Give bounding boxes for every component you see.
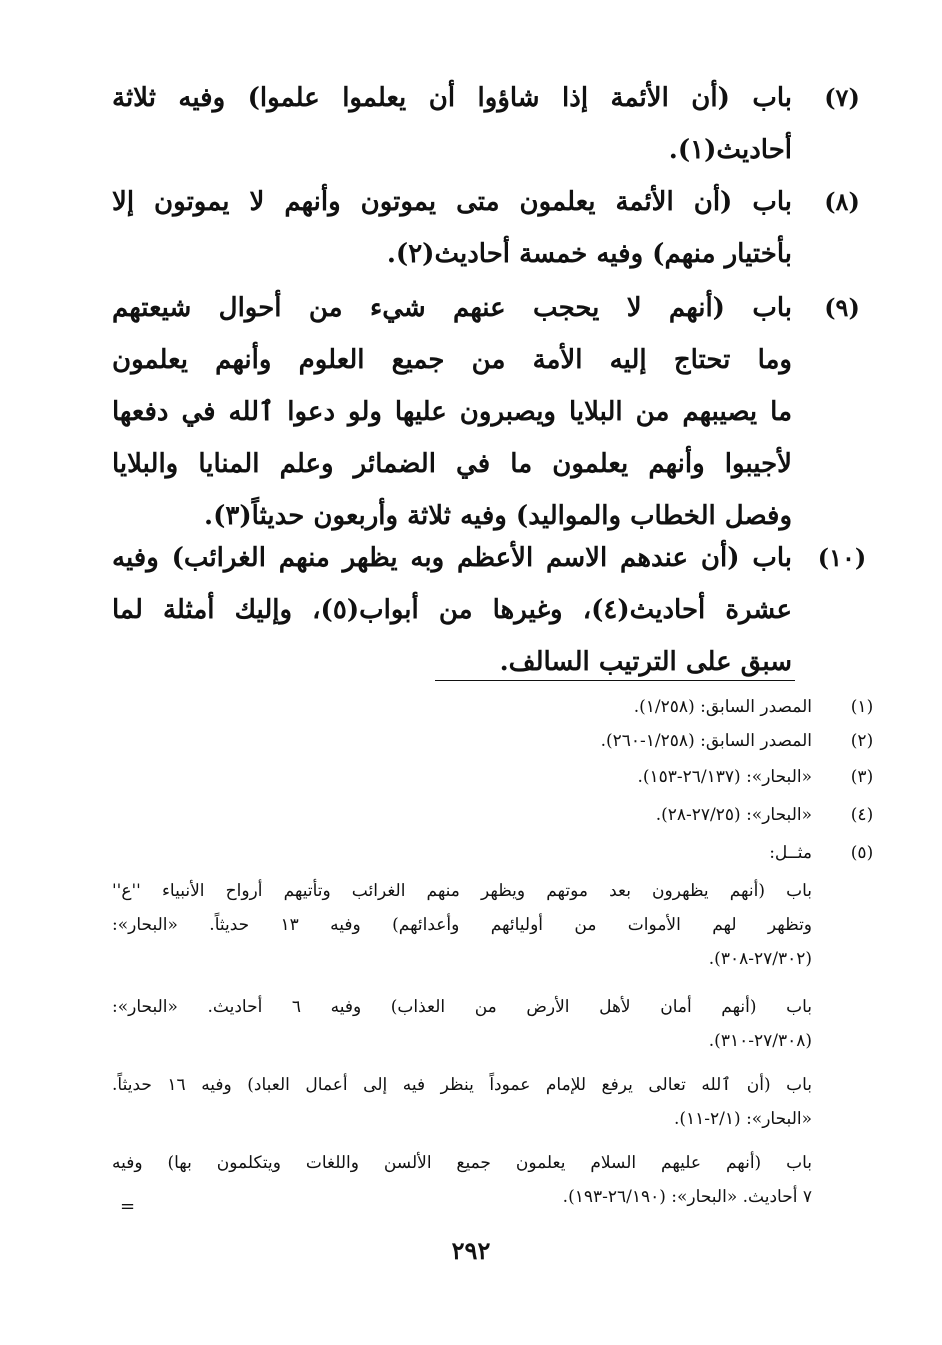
footnote-5: [142, 836, 874, 870]
example-line: باب (أنهم يظهرون بعد موتهم ويظهر منهم الغرائب وتأتيهم أرواح الأنبياء ''ع'': [112, 881, 812, 901]
page-number: ٢٩٢: [451, 1236, 491, 1265]
entry-number: (١٠): [817, 543, 867, 572]
example-line: ٧ أحاديث. «البحار»: (٢٦/١٩٠-١٩٣).: [562, 1187, 812, 1207]
footnote-number: (٥): [850, 843, 874, 863]
footnote-3: [142, 760, 874, 794]
entry-line: وما تحتاج إليه الأمة من جميع العلوم وأنهم يعلمون: [112, 345, 792, 375]
example-2: [112, 990, 812, 1058]
footnote-text: المصدر السابق: (١/٢٥٨-٢٦٠).: [600, 731, 812, 751]
example-line: باب (أنهم أمان لأهل الأرض من العذاب) وفيه ٦ أحاديث. «البحار»:: [112, 997, 812, 1017]
entry-number: (٨): [824, 187, 860, 216]
example-line: (٢٧/٣٠٢-٣٠٨).: [708, 949, 812, 969]
footnote-number: (١): [850, 697, 874, 717]
footnote-4: [142, 798, 874, 832]
footnote-number: (٢): [850, 731, 874, 751]
entry-line: وفصل الخطاب والمواليد) وفيه ثلاثة وأربعون حديثاً(٣).: [204, 501, 792, 531]
entry-10: [112, 532, 867, 688]
entry-line: أحاديث(١).: [668, 135, 792, 165]
footnote-1: [142, 690, 874, 724]
entry-line: بأختيار منهم) وفيه خمسة أحاديث(٢).: [386, 239, 792, 269]
example-line: باب (أن ٱلله تعالى يرفع للإمام عموداً ينظر فيه إلى أعمال العباد) وفيه ١٦ حديثاً.: [112, 1075, 813, 1095]
example-3: [112, 1068, 812, 1136]
entry-line: سبق على الترتيب السالف.: [499, 647, 792, 677]
entry-line: ما يصيبهم من البلايا ويصبرون عليها ولو دعوا ٱلله في دفعها: [112, 397, 792, 427]
example-1: [112, 874, 812, 976]
entry-line: باب (أن عندهم الاسم الأعظم وبه يظهر منهم الغرائب) وفيه: [112, 543, 792, 573]
entry-number: (٧): [824, 83, 860, 112]
footnote-text: المصدر السابق: (١/٢٥٨).: [633, 697, 812, 717]
footnote-divider: [435, 680, 795, 681]
footnote-text: «البحار»: (٢٦/١٣٧-١٥٣).: [637, 767, 812, 787]
example-4: [112, 1146, 812, 1214]
footnote-text: مثــل:: [769, 843, 812, 863]
entry-line: عشرة أحاديث(٤)، وغيرها من أبواب(٥)، وإليك أمثلة لما: [112, 595, 793, 625]
example-line: «البحار»: (٢/١-١١).: [673, 1109, 812, 1129]
footnote-number: (٣): [850, 767, 874, 787]
entry-7: [112, 72, 860, 176]
footnote-number: (٤): [850, 805, 874, 825]
entry-line: لأجيبوا وأنهم يعلمون ما في الضمائر وعلم المنايا والبلايا: [112, 449, 792, 479]
entry-line: باب (أن الأئمة يعلمون متى يموتون وأنهم لا يموتون إلا: [112, 187, 792, 217]
entry-number: (٩): [824, 293, 860, 322]
example-line: وتظهر لهم الأموات من أوليائهم وأعدائهم) وفيه ١٣ حديثاً. «البحار»:: [112, 915, 813, 935]
entry-line: باب (أن الأئمة إذا شاؤوا أن يعلموا علموا) وفيه ثلاثة: [112, 83, 792, 113]
example-line: (٢٧/٣٠٨-٣١٠).: [708, 1031, 812, 1051]
entry-9: [112, 282, 860, 542]
footnote-text: «البحار»: (٢٧/٢٥-٢٨).: [655, 805, 812, 825]
footnote-2: [142, 724, 874, 758]
entry-line: باب (أنهم لا يحجب عنهم شيء من أحوال شيعتهم: [112, 293, 792, 323]
entry-8: [112, 176, 860, 280]
margin-mark: =: [120, 1196, 136, 1217]
example-line: باب (أنهم عليهم السلام يعلمون جميع الألسن واللغات ويتكلمون بها) وفيه: [112, 1153, 812, 1173]
